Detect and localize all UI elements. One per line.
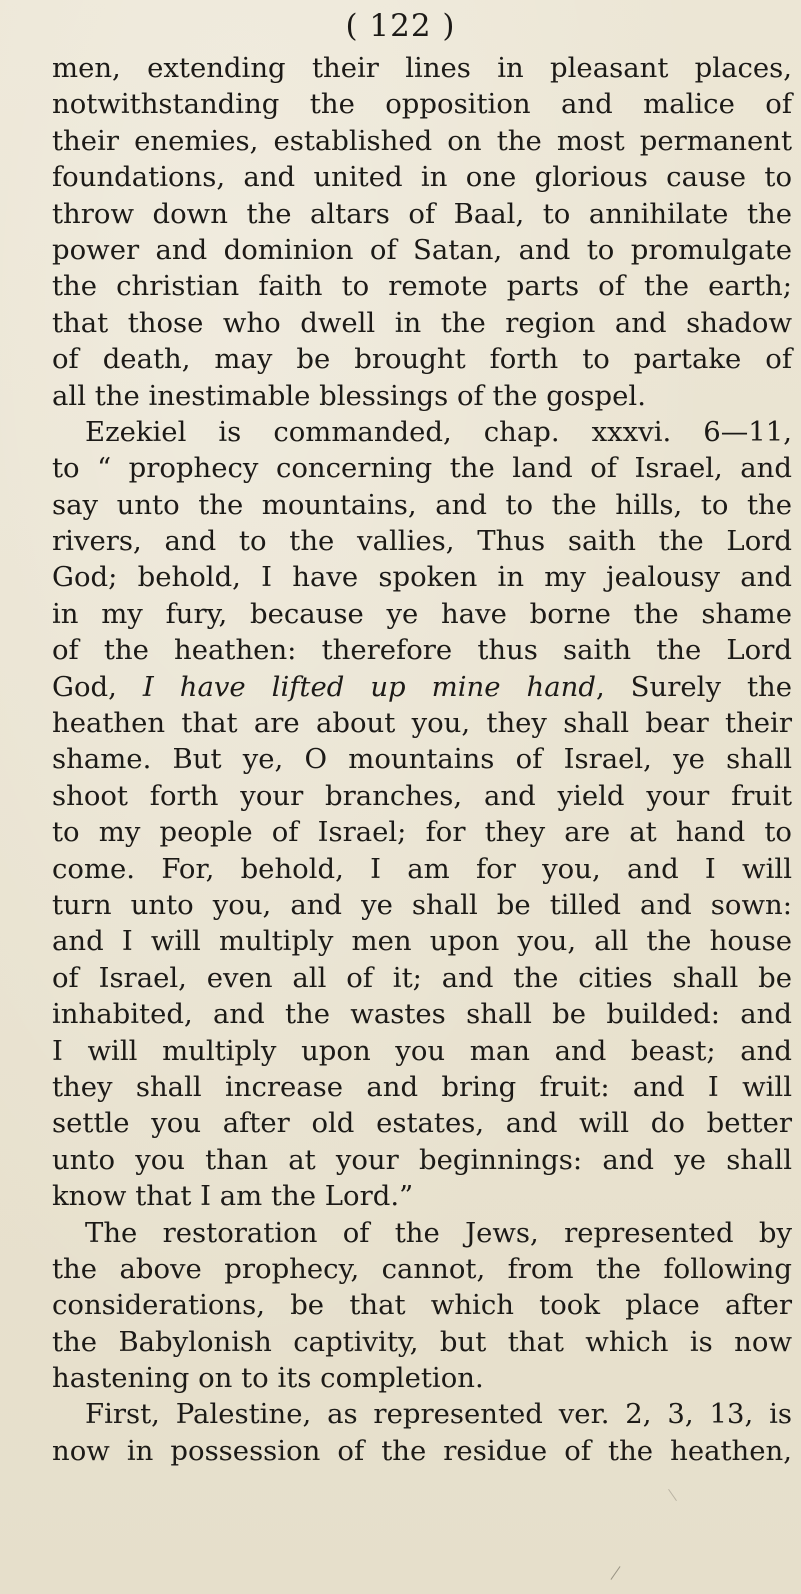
text-line: rivers, and to the vallies, Thus saith the Lord: [52, 525, 792, 558]
text-line: the Babylonish captivity, but that which is now: [52, 1325, 792, 1358]
text-line: of death, may be brought forth to partake of: [52, 343, 792, 376]
text-line: unto you than at your beginnings: and ye shall: [52, 1143, 792, 1176]
text-line: to my people of Israel; for they are at hand to: [52, 816, 792, 849]
text-line: considerations, be that which took place after: [52, 1289, 792, 1322]
text-line: their enemies, established on the most permanent: [52, 124, 792, 157]
text-line: inhabited, and the wastes shall be builded: and: [52, 998, 792, 1031]
text-line: know that I am the Lord.”: [52, 1180, 414, 1213]
stray-mark: [668, 1489, 677, 1501]
stray-mark: [611, 1566, 621, 1580]
text-line: come. For, behold, I am for you, and I will: [52, 852, 792, 885]
text-line: of Israel, even all of it; and the cities shall be: [52, 961, 792, 994]
text-line: Ezekiel is commanded, chap. xxxvi. 6—11,: [85, 415, 792, 448]
text-line: settle you after old estates, and will do better: [52, 1107, 792, 1140]
text-line: notwithstanding the opposition and malice of: [52, 88, 792, 121]
text-segment: God,: [52, 670, 143, 703]
text-line: that those who dwell in the region and shadow: [52, 306, 792, 339]
text-line: and I will multiply men upon you, all the house: [52, 925, 792, 958]
text-line: foundations, and united in one glorious cause to: [52, 161, 792, 194]
page-number: ( 122 ): [345, 8, 456, 44]
text-line: all the inestimable blessings of the gospel.: [52, 379, 646, 412]
text-line: I will multiply upon you man and beast; and: [52, 1034, 792, 1067]
text-line: the above prophecy, cannot, from the following: [52, 1252, 792, 1285]
text-line: to “ prophecy concerning the land of Israel, and: [52, 452, 792, 485]
text-line: now in possession of the residue of the heathen,: [52, 1434, 792, 1467]
text-line: in my fury, because ye have borne the shame: [52, 597, 792, 630]
text-line: hastening on to its completion.: [52, 1362, 484, 1395]
text-line: shame. But ye, O mountains of Israel, ye shall: [52, 743, 792, 776]
text-line: [52, 669, 792, 705]
text-line: shoot forth your branches, and yield your fruit: [52, 779, 792, 812]
text-line: First, Palestine, as represented ver. 2, 3, 13, is: [85, 1398, 792, 1431]
text-line: throw down the altars of Baal, to annihilate the: [52, 197, 792, 230]
text-line: turn unto you, and ye shall be tilled and sown:: [52, 888, 792, 921]
text-line: power and dominion of Satan, and to promulgate: [52, 233, 792, 266]
text-line: they shall increase and bring fruit: and I will: [52, 1070, 792, 1103]
italic-quotation: I have lifted up mine hand: [142, 670, 596, 703]
text-line: of the heathen: therefore thus saith the Lord: [52, 634, 792, 667]
text-line: the christian faith to remote parts of the earth;: [52, 270, 792, 303]
text-segment: , Surely the: [595, 670, 793, 703]
text-line: men, extending their lines in pleasant places,: [52, 52, 792, 84]
text-line: heathen that are about you, they shall bear their: [52, 707, 792, 740]
text-line: God; behold, I have spoken in my jealousy and: [52, 561, 792, 594]
text-line: say unto the mountains, and to the hills, to the: [52, 488, 792, 521]
text-line: The restoration of the Jews, represented by: [85, 1216, 792, 1249]
body-text: [52, 50, 792, 1469]
